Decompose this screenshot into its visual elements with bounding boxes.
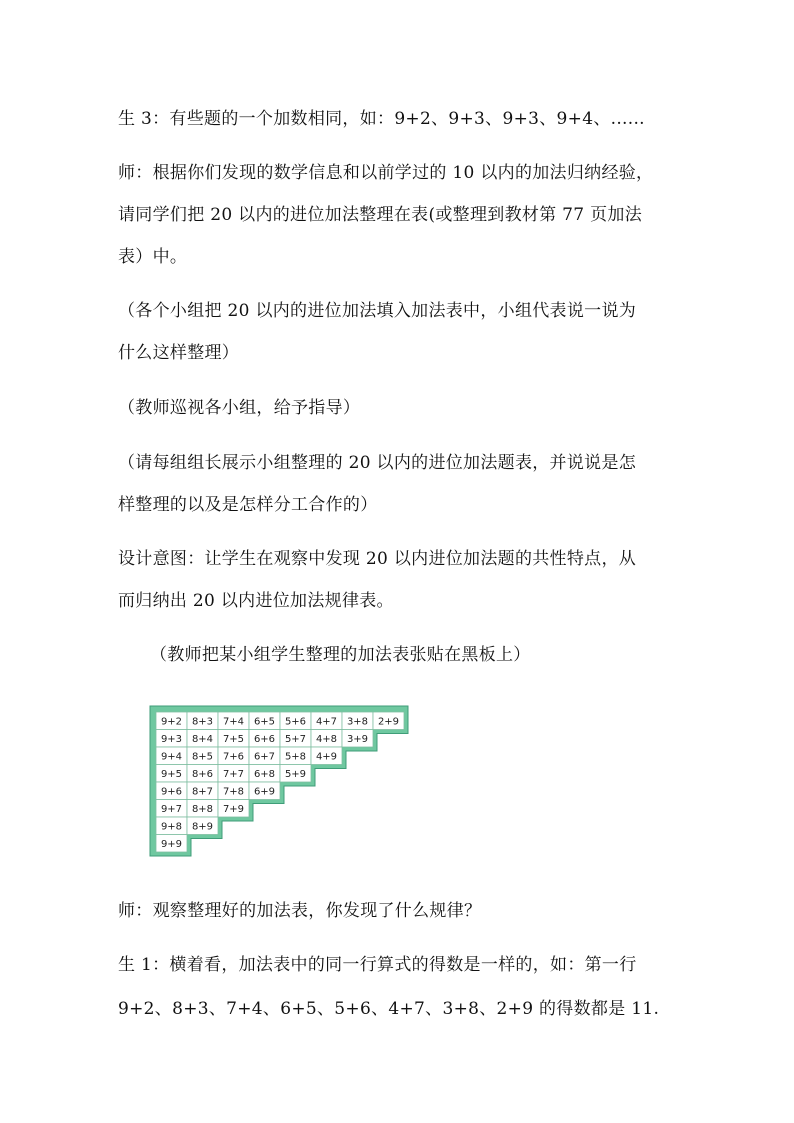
table-cell-label: 6+5 — [253, 716, 276, 728]
paragraph-groups-line1: （各个小组把 20 以内的进位加法填入加法表中，小组代表说一说为 — [118, 301, 637, 321]
table-cell-label: 7+6 — [222, 751, 245, 763]
paragraph-teacher-post: （教师把某小组学生整理的加法表张贴在黑板上） — [150, 645, 531, 665]
paragraph-design-intent-line1: 设计意图：让学生在观察中发现 20 以内进位加法题的共性特点，从 — [118, 549, 637, 569]
table-cell-label: 4+8 — [315, 733, 338, 745]
table-cell-label: 8+7 — [191, 786, 214, 798]
table-cell-label: 5+8 — [284, 751, 307, 763]
table-cell-label: 5+7 — [284, 733, 307, 745]
table-cell-label: 3+8 — [346, 716, 369, 728]
paragraph-teacher-question: 师：观察整理好的加法表，你发现了什么规律？ — [118, 901, 482, 921]
paragraph-teacher-line3: 表）中。 — [118, 247, 188, 267]
table-cell-label: 9+7 — [160, 803, 183, 815]
table-cell-label: 7+8 — [222, 786, 245, 798]
addition-table-figure — [148, 702, 423, 860]
table-cell-label: 6+8 — [253, 768, 276, 780]
table-cell-label: 7+4 — [222, 716, 245, 728]
table-cell-label: 9+5 — [160, 768, 183, 780]
table-cell-label: 5+6 — [284, 716, 307, 728]
paragraph-student1-line2: 9+2、8+3、7+4、6+5、5+6、4+7、3+8、2+9 的得数都是 11. — [118, 999, 660, 1019]
table-cell-label: 7+9 — [222, 803, 245, 815]
addition-table-svg — [148, 702, 423, 860]
table-cell-label: 8+5 — [191, 751, 214, 763]
table-cell-label: 9+8 — [160, 821, 183, 833]
table-cell-label: 6+9 — [253, 786, 276, 798]
table-cell-label: 9+6 — [160, 786, 183, 798]
table-cell-label: 7+7 — [222, 768, 245, 780]
table-cell-label: 8+9 — [191, 821, 214, 833]
paragraph-leaders-line2: 样整理的以及是怎样分工合作的） — [118, 495, 378, 515]
table-cell-label: 8+4 — [191, 733, 214, 745]
paragraph-teacher-line2: 请同学们把 20 以内的进位加法整理在表(或整理到教材第 77 页加法 — [118, 205, 643, 225]
table-cell-label: 2+9 — [377, 716, 400, 728]
table-cell-label: 9+4 — [160, 751, 183, 763]
table-cell-label: 9+9 — [160, 838, 183, 850]
table-cell-label: 8+8 — [191, 803, 214, 815]
paragraph-leaders-line1: （请每组组长展示小组整理的 20 以内的进位加法题表，并说说是怎 — [118, 453, 637, 473]
table-cell-label: 4+7 — [315, 716, 338, 728]
paragraph-teacher-line1: 师：根据你们发现的数学信息和以前学过的 10 以内的加法归纳经验， — [118, 163, 654, 183]
paragraph-design-intent-line2: 而归纳出 20 以内进位加法规律表。 — [118, 591, 394, 611]
table-cell-label: 7+5 — [222, 733, 245, 745]
table-cell-label: 4+9 — [315, 751, 338, 763]
paragraph-groups-line2: 什么这样整理） — [118, 343, 240, 363]
table-cell-label: 8+3 — [191, 716, 214, 728]
paragraph-student3: 生 3：有些题的一个加数相同，如：9+2、9+3、9+3、9+4、...... — [118, 109, 645, 129]
table-cell-label: 5+9 — [284, 768, 307, 780]
paragraph-teacher-patrol: （教师巡视各小组，给予指导） — [118, 398, 361, 418]
table-cell-label: 3+9 — [346, 733, 369, 745]
table-cell-label: 6+6 — [253, 733, 276, 745]
paragraph-student1-line1: 生 1：横着看，加法表中的同一行算式的得数是一样的，如：第一行 — [118, 955, 637, 975]
table-cell-label: 8+6 — [191, 768, 214, 780]
table-cell-label: 9+3 — [160, 733, 183, 745]
table-cell-label: 9+2 — [160, 716, 183, 728]
table-cell-label: 6+7 — [253, 751, 276, 763]
